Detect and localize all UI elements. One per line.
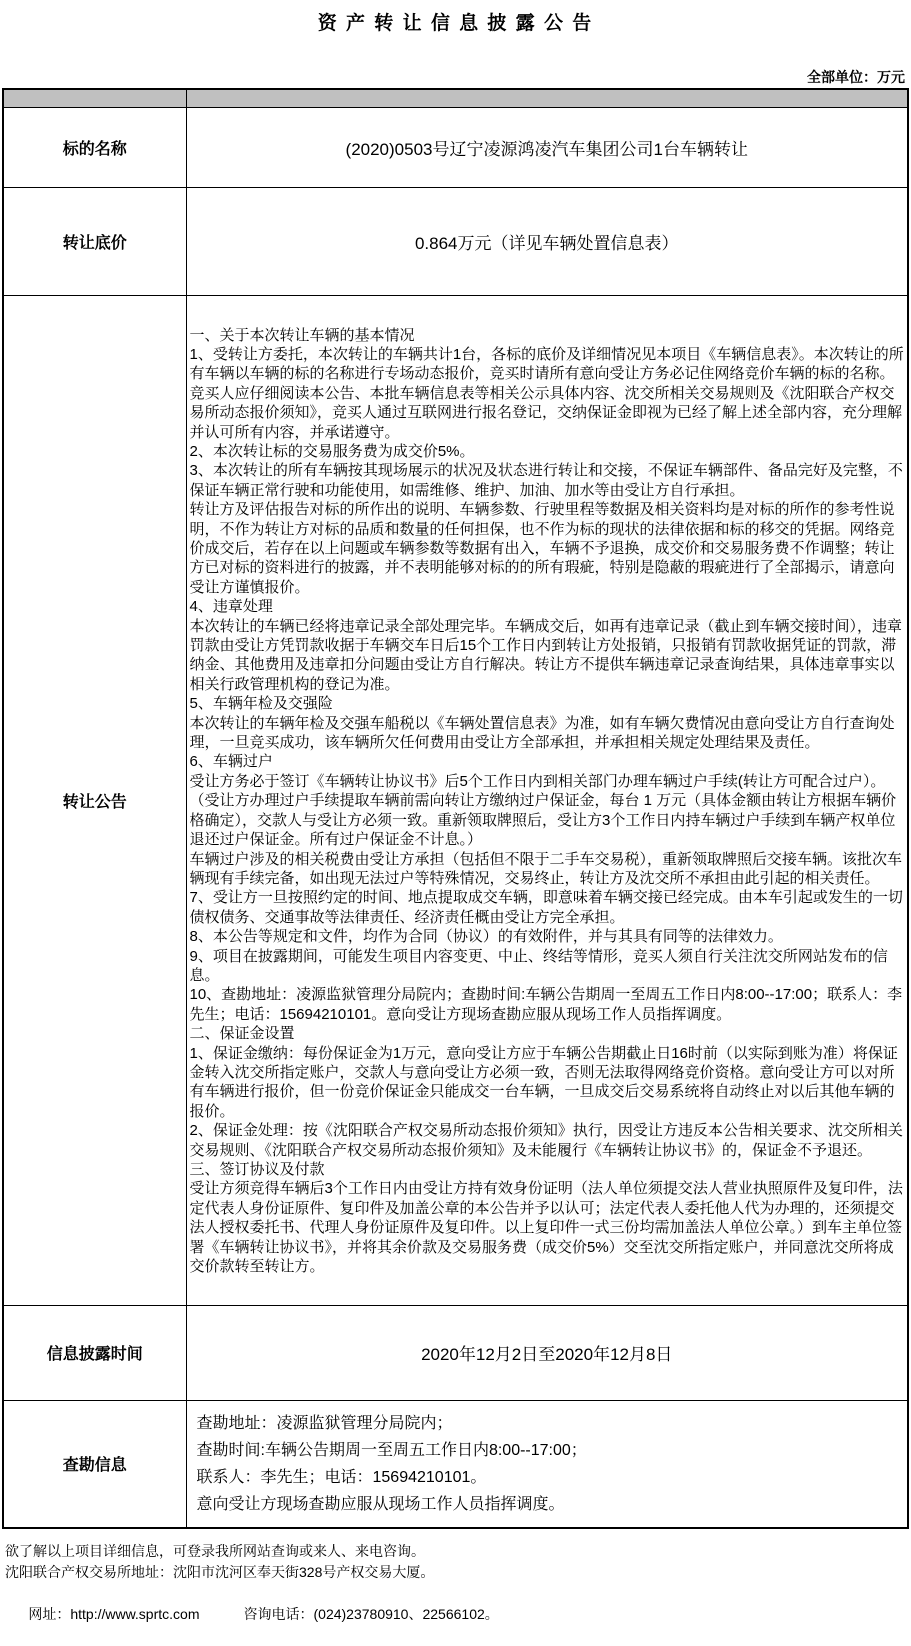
target-name-label: 标的名称 bbox=[3, 107, 186, 187]
footer-contact-line bbox=[5, 1583, 911, 1646]
announcement-paragraph: 受让方须竞得车辆后3个工作日内由受让方持有效身份证明（法人单位须提交法人营业执照原件及复印件，法定代表人身份证原件、复印件及加盖公章的本公告并予以认可；法定代表人委托他人代为办理的，还须提交法人授权委托书、代理人身份证原件及复印件。以上复印件一式三份均需加盖法人单位公章。）到车主单位签署《车辆转让协议书》，并将其余价款及交易服务费（成交价5%）交至沈交所指定账户，并同意沈交所将成交价款转至转让方。 bbox=[189, 1180, 903, 1276]
target-name-value: (2020)0503号辽宁凌源鸿凌汽车集团公司1台车辆转让 bbox=[186, 107, 908, 187]
base-price-value: 0.864万元（详见车辆处置信息表） bbox=[186, 187, 908, 295]
footer-address: 沈阳联合产权交易所地址：沈阳市沈河区奉天街328号产权交易大厦。 bbox=[5, 1564, 435, 1580]
announcement-cell bbox=[186, 295, 908, 1305]
announcement-paragraph: 6、车辆过户 bbox=[189, 753, 273, 771]
page-title: 资 产 转 让 信 息 披 露 公 告 bbox=[317, 13, 594, 34]
inspection-info-line: 查勘地址：凌源监狱管理分局院内； bbox=[196, 1414, 453, 1432]
announcement-paragraph: 1、受转让方委托，本次转让的车辆共计1台，各标的底价及详细情况见本项目《车辆信息表》。本次转让的所有车辆以车辆的标的名称进行专场动态报价，竞买时请所有意向受让方务必记住网络竞价车辆的标的名称。竞买人应仔细阅读本公告、本批车辆信息表等相关公示具体内容、沈交所相关交易规则及《沈阳联合产权交易所动态报价须知》，竞买人通过互联网进行报名登记，交纳保证金即视为已经了解上述全部内容，充分理解并认可所有内容，并承诺遵守。 bbox=[189, 345, 904, 441]
announcement-paragraph: 4、违章处理 bbox=[189, 598, 273, 616]
table-row-disclosure-period bbox=[3, 1305, 908, 1400]
announcement-paragraph: 转让方及评估报告对标的所作出的说明、车辆参数、行驶里程等数据及相关资料均是对标的所作的参考性说明，不作为转让方对标的品质和数量的任何担保，也不作为标的现状的法律依据和标的移交的凭据。网络竞价成交后，若存在以上问题或车辆参数等数据有出入，车辆不予退换，成交价和交易服务费不作调整；转让方已对标的资料进行的披露，并不表明能够对标的的所有瑕疵，特别是隐蔽的瑕疵进行了全部揭示，请意向受让方谨慎报价。 bbox=[189, 501, 895, 596]
inspection-info-label: 查勘信息 bbox=[3, 1400, 186, 1528]
announcement-text bbox=[187, 324, 908, 1277]
inspection-info-cell bbox=[186, 1400, 908, 1528]
inspection-info-text bbox=[187, 1410, 908, 1518]
table-row-base-price bbox=[3, 187, 908, 295]
inspection-info-line: 意向受让方现场查勘应服从现场工作人员指挥调度。 bbox=[196, 1495, 565, 1513]
footer-website: 网址：http://www.sprtc.com bbox=[28, 1606, 200, 1622]
announcement-paragraph: 9、项目在披露期间，可能发生项目内容变更、中止、终结等情形，竞买人须自行关注沈交所网站发布的信息。 bbox=[189, 947, 888, 984]
announcement-paragraph: 本次转让的车辆已经将违章记录全部处理完毕。车辆成交后，如再有违章记录（截止到车辆交接时间），违章罚款由受让方凭罚款收据于车辆交车日后15个工作日内到转让方处报销，只报销有罚款收据凭证的罚款，滞纳金、其他费用及违章扣分问题由受让方自行解决。转让方不提供车辆违章记录查询结果，具体违章事实以相关行政管理机构的登记为准。 bbox=[189, 617, 903, 693]
disclosure-table bbox=[2, 88, 909, 1529]
table-row-announcement bbox=[3, 295, 908, 1305]
table-header-right bbox=[186, 89, 908, 107]
table-header-left bbox=[3, 89, 186, 107]
base-price-label: 转让底价 bbox=[3, 187, 186, 295]
footer-phone: 咨询电话：(024)23780910、22566102。 bbox=[243, 1606, 499, 1622]
announcement-paragraph: 2、保证金处理：按《沈阳联合产权交易所动态报价须知》执行，因受让方违反本公告相关要求、沈交所相关交易规则、《沈阳联合产权交易所动态报价须知》及未能履行《车辆转让协议书》的，保证金不予退还。 bbox=[189, 1122, 903, 1159]
announcement-paragraph: 2、本次转让标的交易服务费为成交价5%。 bbox=[189, 442, 475, 460]
announcement-paragraph: 受让方务必于签订《车辆转让协议书》后5个工作日内到相关部门办理车辆过户手续(转让方可配合过户）。（受让方办理过户手续提取车辆前需向转让方缴纳过户保证金，每台 1 万元（具体金额由转让方根据车辆价格确定），交款人与受让方必须一致。重新领取牌照后，受让方3个工作日内持车辆过户手续到车辆产权单位退还过户保证金。所有过户保证金不计息。） bbox=[189, 772, 897, 849]
announcement-paragraph: 一、关于本次转让车辆的基本情况 bbox=[189, 326, 415, 344]
announcement-paragraph: 8、本公告等规定和文件，均作为合同（协议）的有效附件，并与其具有同等的法律效力。 bbox=[189, 928, 783, 946]
announcement-paragraph: 车辆过户涉及的相关税费由受让方承担（包括但不限于二手车交易税），重新领取牌照后交接车辆。该批次车辆现有手续完备，如出现无法过户等特殊情况，交易终止，转让方及沈交所不承担由此引起的相关责任。 bbox=[189, 850, 903, 887]
announcement-paragraph: 7、受让方一旦按照约定的时间、地点提取成交车辆，即意味着车辆交接已经完成。由本车引起或发生的一切债权债务、交通事故等法律责任、经济责任概由受让方完全承担。 bbox=[189, 889, 903, 926]
footer-note: 欲了解以上项目详细信息，可登录我所网站查询或来人、来电咨询。 bbox=[5, 1543, 425, 1559]
announcement-paragraph: 5、车辆年检及交强险 bbox=[189, 695, 333, 713]
announcement-label: 转让公告 bbox=[3, 295, 186, 1305]
table-row-inspection-info bbox=[3, 1400, 908, 1528]
table-row-target-name bbox=[3, 107, 908, 187]
announcement-paragraph: 本次转让的车辆年检及交强车船税以《车辆处置信息表》为准，如有车辆欠费情况由意向受让方自行查询处理，一旦竞买成功，该车辆所欠任何费用由受让方全部承担，并承担相关规定处理结果及责任。 bbox=[189, 714, 895, 752]
table-header-row bbox=[3, 89, 908, 107]
inspection-info-line: 查勘时间:车辆公告期周一至周五工作日内8:00--17:00； bbox=[196, 1441, 587, 1459]
announcement-paragraph: 二、保证金设置 bbox=[189, 1025, 295, 1043]
disclosure-period-label: 信息披露时间 bbox=[3, 1305, 186, 1400]
announcement-paragraph: 1、保证金缴纳：每份保证金为1万元，意向受让方应于车辆公告期截止日16时前（以实际到账为准）将保证金转入沈交所指定账户，交款人与意向受让方必须一致，否则无法取得网络竞价资格。意向受让方可以对所有车辆进行报价，但一份竞价保证金只能成交一台车辆，一旦成交后交易系统将自动终止对以后其他车辆的报价。 bbox=[189, 1044, 898, 1120]
footer bbox=[0, 1541, 911, 1646]
disclosure-period-value: 2020年12月2日至2020年12月8日 bbox=[186, 1305, 908, 1400]
announcement-paragraph: 3、本次转让的所有车辆按其现场展示的状况及状态进行转让和交接，不保证车辆部件、备品完好及完整，不保证车辆正常行驶和功能使用，如需维修、维护、加油、加水等由受让方自行承担。 bbox=[189, 462, 903, 499]
announcement-paragraph: 三、签订协议及付款 bbox=[189, 1161, 325, 1179]
inspection-info-line: 联系人：李先生；电话：15694210101。 bbox=[196, 1468, 487, 1486]
announcement-paragraph: 10、查勘地址：凌源监狱管理分局院内；查勘时间:车辆公告期周一至周五工作日内8:00--17:00；联系人：李先生；电话：15694210101。意向受让方现场查勘应服从现场工作人员指挥调度。 bbox=[189, 986, 903, 1023]
unit-note: 全部单位：万元 bbox=[807, 69, 905, 85]
